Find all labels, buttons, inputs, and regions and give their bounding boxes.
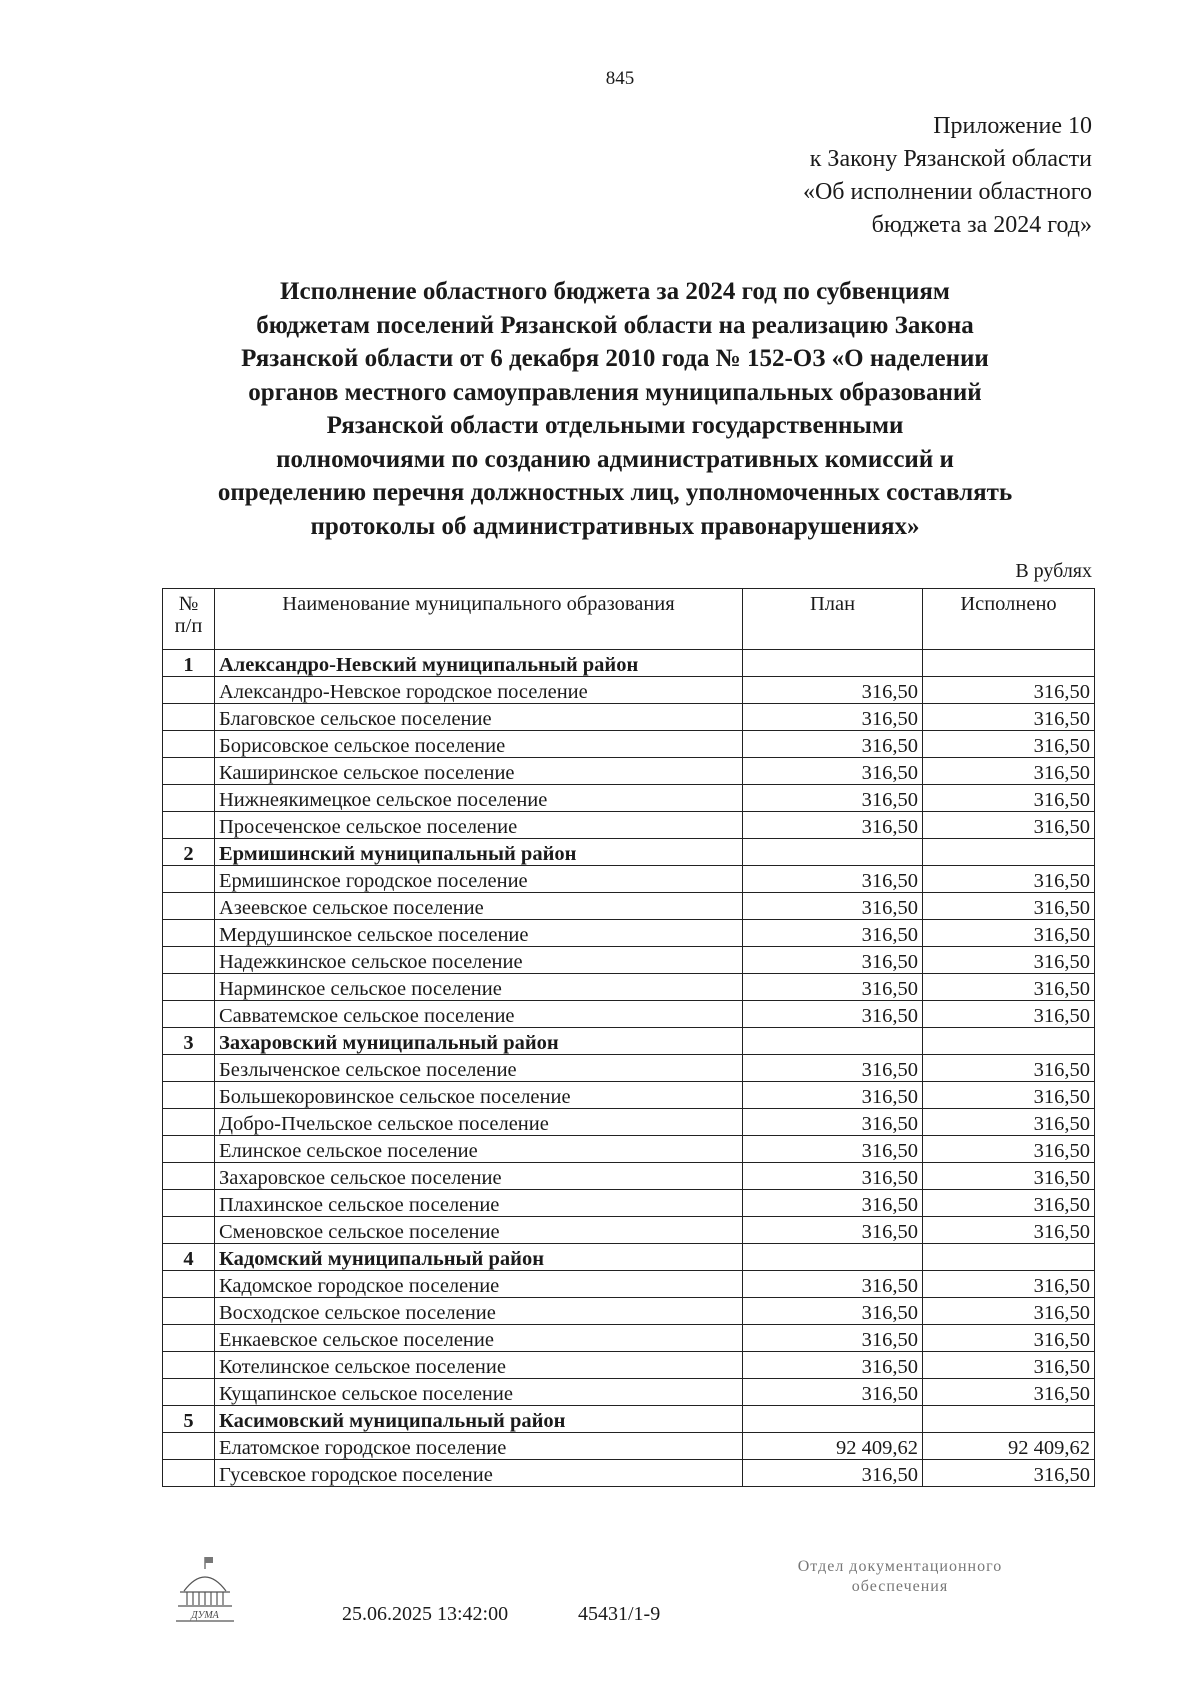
executed-amount: 316,50 — [923, 974, 1095, 1001]
title-line: Рязанской области от 6 декабря 2010 года № 152-ОЗ «О наделении — [241, 345, 989, 372]
settlement-name: Борисовское сельское поселение — [215, 731, 743, 758]
row-number — [163, 974, 215, 1001]
title-line: органов местного самоуправления муниципальных образований — [248, 378, 982, 406]
header-executed: Исполнено — [923, 589, 1095, 650]
row-number — [163, 1325, 215, 1352]
row-number — [163, 920, 215, 947]
logo-text: ДУМА — [191, 1610, 219, 1621]
district-executed — [923, 839, 1095, 866]
plan-amount: 316,50 — [743, 704, 923, 731]
plan-amount: 316,50 — [743, 677, 923, 704]
district-number: 4 — [163, 1244, 215, 1271]
header-number — [163, 589, 215, 650]
settlement-name: Благовское сельское поселение — [215, 704, 743, 731]
settlement-name: Елатомское городское поселение — [215, 1433, 743, 1460]
row-number — [163, 1352, 215, 1379]
row-number — [163, 1109, 215, 1136]
row-number — [163, 704, 215, 731]
settlement-name: Гусевское городское поселение — [215, 1460, 743, 1487]
header-name: Наименование муниципального образования — [215, 589, 743, 650]
executed-amount: 316,50 — [923, 1190, 1095, 1217]
plan-amount: 316,50 — [743, 1109, 923, 1136]
executed-amount: 316,50 — [923, 812, 1095, 839]
district-row — [163, 650, 1095, 677]
settlement-name: Добро-Пчельское сельское поселение — [215, 1109, 743, 1136]
plan-amount: 316,50 — [743, 974, 923, 1001]
row-number — [163, 1460, 215, 1487]
settlement-name: Енкаевское сельское поселение — [215, 1325, 743, 1352]
district-name: Захаровский муниципальный район — [215, 1028, 743, 1055]
settlement-name: Просеченское сельское поселение — [215, 812, 743, 839]
table-row — [163, 1379, 1095, 1406]
executed-amount: 316,50 — [923, 704, 1095, 731]
plan-amount: 316,50 — [743, 1082, 923, 1109]
duma-logo — [170, 1555, 240, 1623]
header-number-line1: № — [178, 593, 199, 615]
district-number: 2 — [163, 839, 215, 866]
settlement-name: Сменовское сельское поселение — [215, 1217, 743, 1244]
plan-amount: 316,50 — [743, 947, 923, 974]
plan-amount: 316,50 — [743, 1136, 923, 1163]
table-row — [163, 758, 1095, 785]
executed-amount: 316,50 — [923, 1352, 1095, 1379]
plan-amount: 316,50 — [743, 866, 923, 893]
plan-amount: 316,50 — [743, 731, 923, 758]
executed-amount: 316,50 — [923, 758, 1095, 785]
title-line: полномочиями по созданию административных комиссий и — [276, 445, 954, 473]
settlement-name: Мердушинское сельское поселение — [215, 920, 743, 947]
plan-amount: 316,50 — [743, 1271, 923, 1298]
settlement-name: Кадомское городское поселение — [215, 1271, 743, 1298]
row-number — [163, 947, 215, 974]
plan-amount: 316,50 — [743, 1352, 923, 1379]
department-stamp — [750, 1557, 1050, 1597]
executed-amount: 316,50 — [923, 1379, 1095, 1406]
district-row — [163, 1028, 1095, 1055]
row-number — [163, 785, 215, 812]
district-name: Александро-Невский муниципальный район — [215, 650, 743, 677]
table-row — [163, 677, 1095, 704]
settlement-name: Александро-Невское городское поселение — [215, 677, 743, 704]
executed-amount: 316,50 — [923, 731, 1095, 758]
district-number: 5 — [163, 1406, 215, 1433]
executed-amount: 316,50 — [923, 866, 1095, 893]
executed-amount: 316,50 — [923, 1109, 1095, 1136]
row-number — [163, 1271, 215, 1298]
district-name: Ермишинский муниципальный район — [215, 839, 743, 866]
plan-amount: 316,50 — [743, 1460, 923, 1487]
table-row — [163, 893, 1095, 920]
appendix-line: к Закону Рязанской области — [809, 146, 1092, 172]
row-number — [163, 677, 215, 704]
settlement-name: Нижнеякимецкое сельское поселение — [215, 785, 743, 812]
district-executed — [923, 1406, 1095, 1433]
table-row — [163, 947, 1095, 974]
footer-datetime: 25.06.2025 13:42:00 — [342, 1603, 509, 1625]
settlement-name: Восходское сельское поселение — [215, 1298, 743, 1325]
budget-table — [162, 588, 1095, 1487]
district-plan — [743, 650, 923, 677]
district-row — [163, 1406, 1095, 1433]
plan-amount: 92 409,62 — [743, 1433, 923, 1460]
page-number: 845 — [605, 68, 635, 89]
executed-amount: 316,50 — [923, 1271, 1095, 1298]
executed-amount: 316,50 — [923, 947, 1095, 974]
table-row — [163, 785, 1095, 812]
table-row — [163, 920, 1095, 947]
executed-amount: 316,50 — [923, 677, 1095, 704]
executed-amount: 316,50 — [923, 1460, 1095, 1487]
executed-amount: 316,50 — [923, 893, 1095, 920]
table-row — [163, 1433, 1095, 1460]
district-number: 3 — [163, 1028, 215, 1055]
row-number — [163, 758, 215, 785]
appendix-line: бюджета за 2024 год» — [871, 212, 1092, 238]
table-row — [163, 1136, 1095, 1163]
plan-amount: 316,50 — [743, 1190, 923, 1217]
appendix-reference — [803, 110, 1092, 242]
row-number — [163, 1055, 215, 1082]
settlement-name: Азеевское сельское поселение — [215, 893, 743, 920]
settlement-name: Нарминское сельское поселение — [215, 974, 743, 1001]
district-row — [163, 1244, 1095, 1271]
district-plan — [743, 1028, 923, 1055]
row-number — [163, 1298, 215, 1325]
row-number — [163, 1136, 215, 1163]
title-line: определению перечня должностных лиц, уполномоченных составлять — [217, 479, 1013, 506]
row-number — [163, 1190, 215, 1217]
table-row — [163, 812, 1095, 839]
settlement-name: Савватемское сельское поселение — [215, 1001, 743, 1028]
executed-amount: 92 409,62 — [923, 1433, 1095, 1460]
title-line: Исполнение областного бюджета за 2024 год по субвенциям — [280, 278, 950, 305]
executed-amount: 316,50 — [923, 1163, 1095, 1190]
table-row — [163, 1055, 1095, 1082]
executed-amount: 316,50 — [923, 1001, 1095, 1028]
plan-amount: 316,50 — [743, 920, 923, 947]
table-body — [163, 650, 1095, 1487]
units-label: В рублях — [1015, 560, 1092, 582]
settlement-name: Каширинское сельское поселение — [215, 758, 743, 785]
district-plan — [743, 1406, 923, 1433]
settlement-name: Безлыченское сельское поселение — [215, 1055, 743, 1082]
plan-amount: 316,50 — [743, 1163, 923, 1190]
table-row — [163, 974, 1095, 1001]
settlement-name: Большекоровинское сельское поселение — [215, 1082, 743, 1109]
table-row — [163, 1001, 1095, 1028]
footer-reg-number: 45431/1-9 — [578, 1603, 661, 1625]
row-number — [163, 1163, 215, 1190]
stamp-line: обеспечения — [851, 1578, 949, 1595]
executed-amount: 316,50 — [923, 920, 1095, 947]
district-plan — [743, 1244, 923, 1271]
row-number — [163, 1379, 215, 1406]
row-number — [163, 812, 215, 839]
executed-amount: 316,50 — [923, 1136, 1095, 1163]
table-header-row — [163, 589, 1095, 650]
row-number — [163, 731, 215, 758]
table-row — [163, 1190, 1095, 1217]
row-number — [163, 866, 215, 893]
row-number — [163, 1001, 215, 1028]
table-row — [163, 1163, 1095, 1190]
district-row — [163, 839, 1095, 866]
plan-amount: 316,50 — [743, 758, 923, 785]
stamp-line: Отдел документационного — [797, 1558, 1003, 1575]
plan-amount: 316,50 — [743, 1298, 923, 1325]
settlement-name: Ермишинское городское поселение — [215, 866, 743, 893]
district-executed — [923, 650, 1095, 677]
settlement-name: Надежкинское сельское поселение — [215, 947, 743, 974]
appendix-line: Приложение 10 — [933, 113, 1092, 139]
plan-amount: 316,50 — [743, 1379, 923, 1406]
document-title — [150, 275, 1080, 543]
row-number — [163, 1217, 215, 1244]
plan-amount: 316,50 — [743, 812, 923, 839]
plan-amount: 316,50 — [743, 785, 923, 812]
district-executed — [923, 1028, 1095, 1055]
table-row — [163, 704, 1095, 731]
table-row — [163, 1460, 1095, 1487]
district-name: Касимовский муниципальный район — [215, 1406, 743, 1433]
executed-amount: 316,50 — [923, 1055, 1095, 1082]
title-line: протоколы об административных правонарушениях» — [310, 512, 920, 540]
row-number — [163, 893, 215, 920]
table-row — [163, 1271, 1095, 1298]
header-plan: План — [743, 589, 923, 650]
title-line: Рязанской области отдельными государственными — [326, 412, 904, 439]
plan-amount: 316,50 — [743, 1325, 923, 1352]
settlement-name: Елинское сельское поселение — [215, 1136, 743, 1163]
header-number-line2: п/п — [174, 615, 203, 637]
table-row — [163, 1082, 1095, 1109]
settlement-name: Захаровское сельское поселение — [215, 1163, 743, 1190]
row-number — [163, 1433, 215, 1460]
table-row — [163, 1217, 1095, 1244]
table-row — [163, 866, 1095, 893]
table-row — [163, 1325, 1095, 1352]
executed-amount: 316,50 — [923, 785, 1095, 812]
district-name: Кадомский муниципальный район — [215, 1244, 743, 1271]
title-line: бюджетам поселений Рязанской области на реализацию Закона — [256, 311, 974, 339]
plan-amount: 316,50 — [743, 1055, 923, 1082]
appendix-line: «Об исполнении областного — [802, 179, 1092, 205]
district-executed — [923, 1244, 1095, 1271]
settlement-name: Котелинское сельское поселение — [215, 1352, 743, 1379]
plan-amount: 316,50 — [743, 893, 923, 920]
district-number: 1 — [163, 650, 215, 677]
plan-amount: 316,50 — [743, 1001, 923, 1028]
table-row — [163, 1352, 1095, 1379]
table-row — [163, 731, 1095, 758]
table-row — [163, 1298, 1095, 1325]
district-plan — [743, 839, 923, 866]
executed-amount: 316,50 — [923, 1298, 1095, 1325]
settlement-name: Плахинское сельское поселение — [215, 1190, 743, 1217]
plan-amount: 316,50 — [743, 1217, 923, 1244]
executed-amount: 316,50 — [923, 1217, 1095, 1244]
table-row — [163, 1109, 1095, 1136]
row-number — [163, 1082, 215, 1109]
executed-amount: 316,50 — [923, 1082, 1095, 1109]
executed-amount: 316,50 — [923, 1325, 1095, 1352]
settlement-name: Кущапинское сельское поселение — [215, 1379, 743, 1406]
